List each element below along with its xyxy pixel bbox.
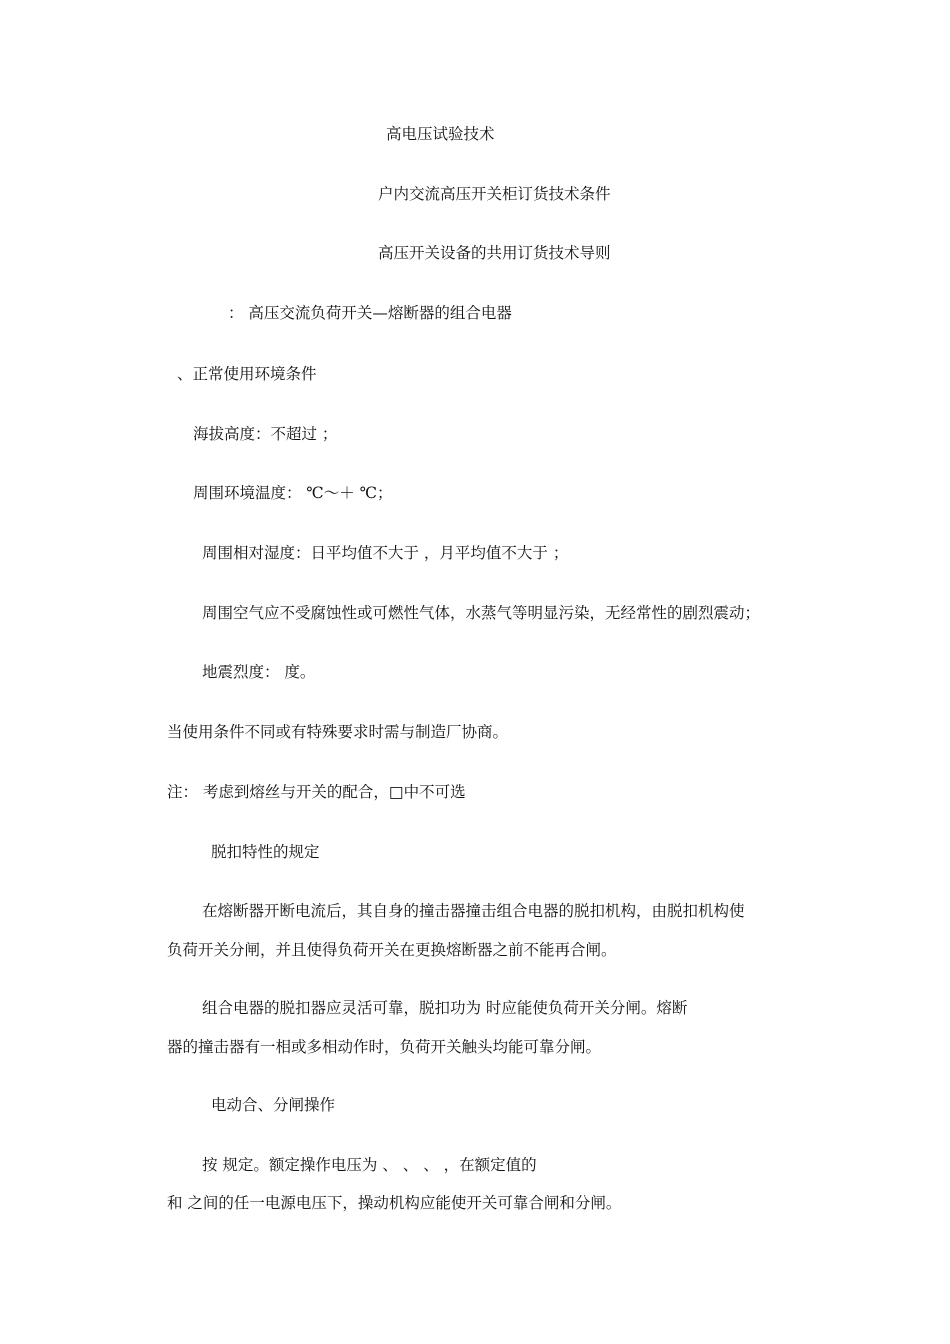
paragraph: 当使用条件不同或有特殊要求时需与制造厂协商。 (167, 723, 509, 741)
standard-reference: 户内交流高压开关柜订货技术条件 (378, 185, 611, 203)
standard-reference: ： 高压交流负荷开关—熔断器的组合电器 (228, 304, 512, 322)
paragraph: 组合电器的脱扣器应灵活可靠，脱扣功为 时应能使负荷开关分闸。熔断 (202, 999, 688, 1017)
paragraph: 周围空气应不受腐蚀性或可燃性气体，水蒸气等明显污染，无经常性的剧烈震动； (202, 604, 761, 622)
standard-reference: 高压开关设备的共用订货技术导则 (378, 244, 611, 262)
note: 注： 考虑到熔丝与开关的配合，□中不可选 (167, 783, 466, 801)
section-heading: 脱扣特性的规定 (211, 843, 320, 861)
paragraph: 负荷开关分闸，并且使得负荷开关在更换熔断器之前不能再合闸。 (167, 941, 617, 959)
section-heading: 、正常使用环境条件 (177, 365, 317, 383)
paragraph: 按 规定。额定操作电压为 、 、 、 ，在额定值的 (202, 1156, 537, 1174)
paragraph: 在熔断器开断电流后，其自身的撞击器撞击组合电器的脱扣机构，由脱扣机构使 (202, 902, 745, 920)
doc-title: 高电压试验技术 (386, 125, 495, 143)
section-heading: 电动合、分闸操作 (211, 1096, 336, 1114)
paragraph: 周围相对湿度：日平均值不大于 ，月平均值不大于 ； (202, 544, 569, 562)
paragraph: 地震烈度： 度。 (202, 663, 316, 681)
paragraph: 和 之间的任一电源电压下，操动机构应能使开关可靠合闸和分闸。 (167, 1194, 622, 1212)
paragraph: 器的撞击器有一相或多相动作时，负荷开关触头均能可靠分闸。 (167, 1038, 602, 1056)
paragraph: 周围环境温度： ℃～＋ ℃； (193, 484, 393, 502)
paragraph: 海拔高度：不超过 ； (193, 425, 338, 443)
